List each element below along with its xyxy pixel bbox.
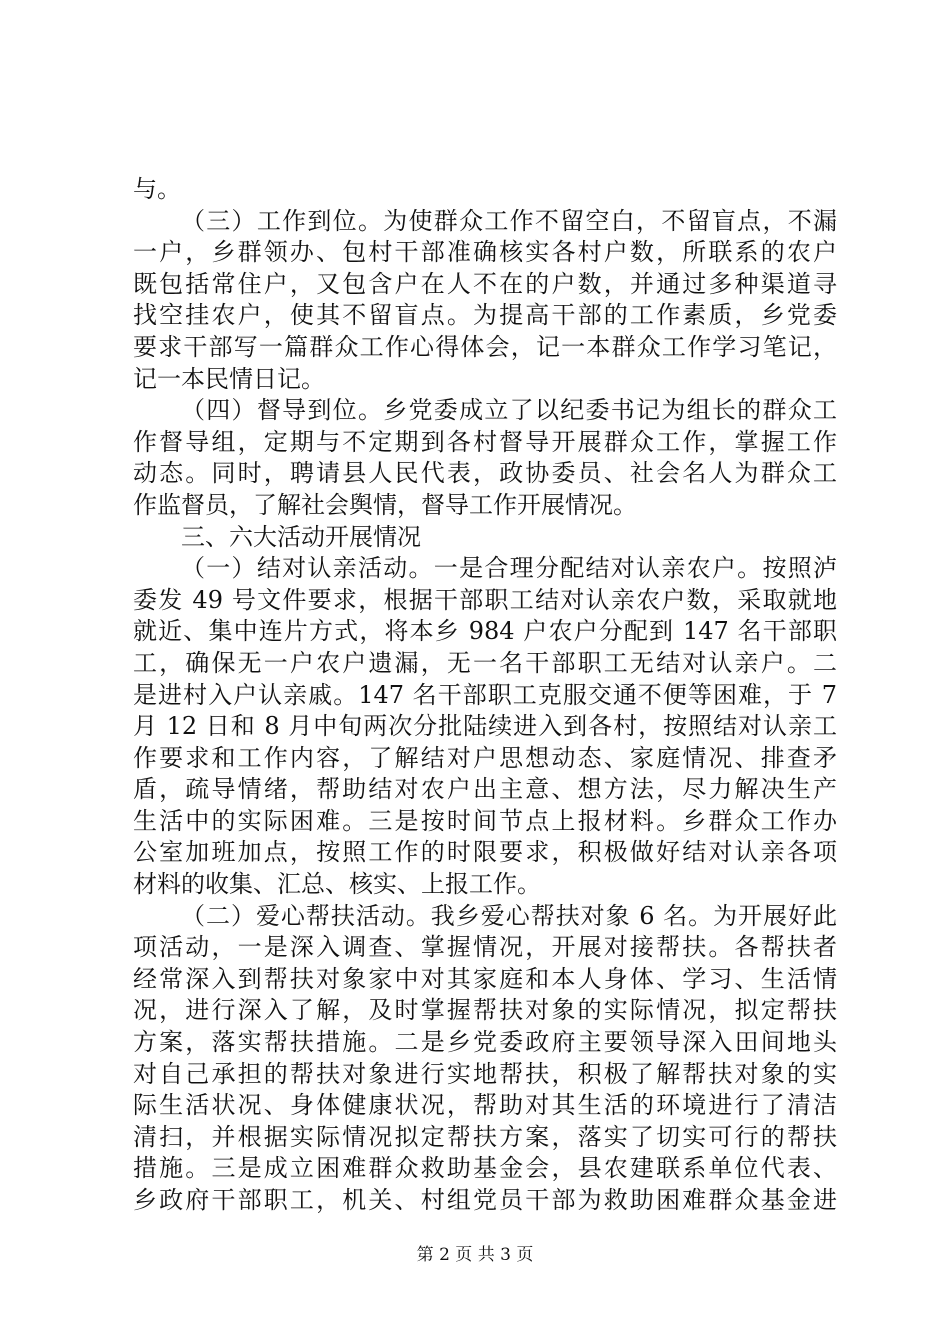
text-line: 工，确保无一户农户遗漏，无一名干部职工无结对认亲户。二 [133,648,837,677]
text-line: 对自己承担的帮扶对象进行实地帮扶，积极了解帮扶对象的实 [133,1059,837,1088]
paragraph-heading-line: （二）爱心帮扶活动。我乡爱心帮扶对象 6 名。为开展好此 [181,901,837,930]
text-line: 就近、集中连片方式，将本乡 984 户农户分配到 147 名干部职 [133,617,837,646]
text-line: 既包括常住户，又包含户在人不在的户数，并通过多种渠道寻 [133,269,837,298]
document-body [133,174,837,1217]
paragraph-heading-line: （一）结对认亲活动。一是合理分配结对认亲农户。按照泸 [181,554,837,583]
text-line: 生活中的实际困难。三是按时间节点上报材料。乡群众工作办 [133,806,837,835]
text-line: 况，进行深入了解，及时掌握帮扶对象的实际情况，拟定帮扶 [133,996,837,1025]
text-line: 清扫，并根据实际情况拟定帮扶方案，落实了切实可行的帮扶 [133,1122,837,1151]
section-heading: 三、六大活动开展情况 [181,522,421,551]
page-number-footer: 第 2 页 共 3 页 [416,1245,534,1265]
text-line: 与。 [133,175,181,203]
text-line: 作督导组，定期与不定期到各村督导开展群众工作，掌握工作 [133,427,837,456]
text-line: 项活动，一是深入调查、掌握情况，开展对接帮扶。各帮扶者 [133,933,837,962]
text-line: 找空挂农户，使其不留盲点。为提高干部的工作素质，乡党委 [133,301,837,330]
paragraph-heading-line: （三）工作到位。为使群众工作不留空白，不留盲点，不漏 [181,206,837,235]
text-line: 委发 49 号文件要求，根据干部职工结对认亲农户数，采取就地 [133,585,837,614]
text-line: 是进村入户认亲戚。147 名干部职工克服交通不便等困难，于 7 [133,680,837,709]
text-line: 月 12 日和 8 月中旬两次分批陆续进入到各村，按照结对认亲工 [133,712,837,741]
text-line: 盾，疏导情绪，帮助结对农户出主意、想方法，尽力解决生产 [133,775,837,804]
text-line: 经常深入到帮扶对象家中对其家庭和本人身体、学习、生活情 [133,964,837,993]
text-line: 乡政府干部职工，机关、村组党员干部为救助困难群众基金进 [133,1186,837,1214]
text-line: 动态。同时，聘请县人民代表，政协委员、社会名人为群众工 [133,459,837,488]
text-line: 公室加班加点，按照工作的时限要求，积极做好结对认亲各项 [133,838,837,867]
text-line: 记一本民情日记。 [133,364,325,393]
text-line: 措施。三是成立困难群众救助基金会，县农建联系单位代表、 [133,1154,837,1183]
text-line: 作要求和工作内容，了解结对户思想动态、家庭情况、排查矛 [133,743,837,772]
paragraph-heading-line: （四）督导到位。乡党委成立了以纪委书记为组长的群众工 [181,396,837,425]
text-line: 要求干部写一篇群众工作心得体会，记一本群众工作学习笔记， [133,332,837,361]
text-line: 材料的收集、汇总、核实、上报工作。 [133,870,541,899]
text-line: 际生活状况、身体健康状况，帮助对其生活的环境进行了清洁 [133,1091,837,1120]
text-line: 方案，落实帮扶措施。二是乡党委政府主要领导深入田间地头 [133,1028,837,1057]
text-line: 一户，乡群领办、包村干部准确核实各村户数，所联系的农户 [133,238,837,267]
text-line: 作监督员，了解社会舆情，督导工作开展情况。 [133,490,637,519]
